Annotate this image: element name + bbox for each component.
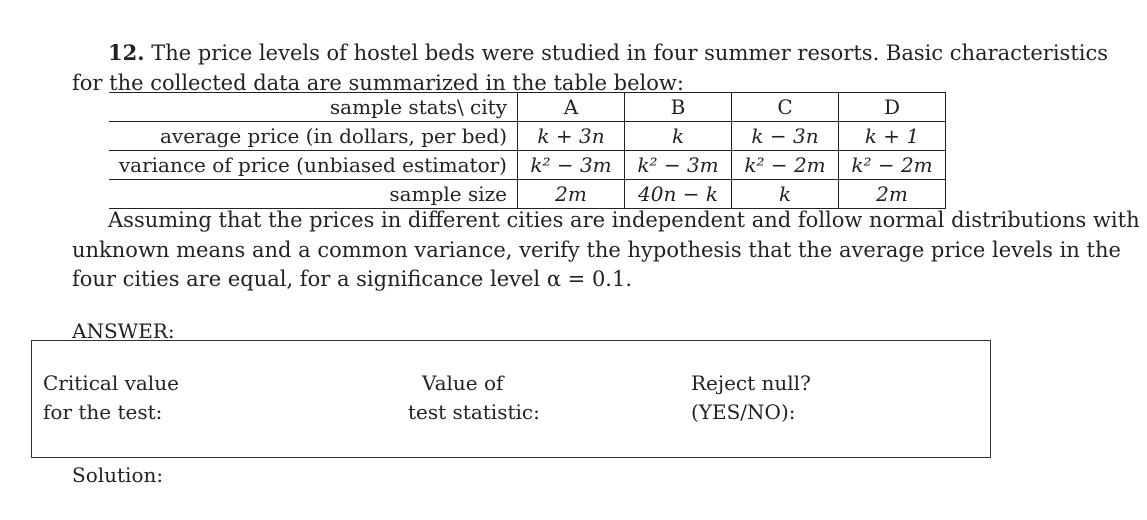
problem-intro-line-2: for the collected data are summarized in the table below: xyxy=(72,71,684,95)
table-cell: 40n − k xyxy=(625,180,732,209)
answer-box xyxy=(31,340,991,458)
table-row xyxy=(109,180,946,209)
table-cell: k xyxy=(732,180,839,209)
problem-number: 12. xyxy=(108,40,145,65)
table-cell: 2m xyxy=(518,180,625,209)
table-cell: k² − 2m xyxy=(839,151,946,180)
problem-intro-line-1 xyxy=(108,40,1108,66)
critical-value-label-2: for the test: xyxy=(43,400,163,424)
answer-label: ANSWER: xyxy=(72,319,175,343)
column-header-c: C xyxy=(732,93,839,122)
row-label-average-price: average price (in dollars, per bed) xyxy=(109,122,518,151)
table-cell: k + 3n xyxy=(518,122,625,151)
row-label-variance: variance of price (unbiased estimator) xyxy=(109,151,518,180)
table-cell: 2m xyxy=(839,180,946,209)
table-cell: k + 1 xyxy=(839,122,946,151)
reject-null-field[interactable] xyxy=(691,369,811,427)
column-header-b: B xyxy=(625,93,732,122)
reject-null-label-2: (YES/NO): xyxy=(691,400,796,424)
table-cell: k² − 2m xyxy=(732,151,839,180)
solution-label: Solution: xyxy=(72,463,164,487)
problem-outro-line-2: unknown means and a common variance, verify the hypothesis that the average price levels in the xyxy=(72,238,1121,262)
test-statistic-field[interactable] xyxy=(408,369,540,427)
critical-value-label-1: Critical value xyxy=(43,371,179,395)
problem-intro-text: The price levels of hostel beds were studied in four summer resorts. Basic characteristics xyxy=(151,41,1109,65)
problem-outro-line-3: four cities are equal, for a significance level α = 0.1. xyxy=(72,267,633,291)
problem-outro-line-1: Assuming that the prices in different cities are independent and follow normal distributions with xyxy=(108,208,1140,232)
reject-null-label-1: Reject null? xyxy=(691,371,811,395)
table-row xyxy=(109,122,946,151)
sample-stats-table xyxy=(109,92,946,209)
table-cell: k² − 3m xyxy=(625,151,732,180)
table-cell: k² − 3m xyxy=(518,151,625,180)
column-header-d: D xyxy=(839,93,946,122)
row-label-sample-size: sample size xyxy=(109,180,518,209)
table-header-row xyxy=(109,93,946,122)
critical-value-field[interactable] xyxy=(43,369,179,427)
test-statistic-label-2: test statistic: xyxy=(408,400,540,424)
test-statistic-label-1: Value of xyxy=(422,371,504,395)
table-header-label: sample stats\ city xyxy=(109,93,518,122)
column-header-a: A xyxy=(518,93,625,122)
table-cell: k − 3n xyxy=(732,122,839,151)
table-row xyxy=(109,151,946,180)
table-cell: k xyxy=(625,122,732,151)
